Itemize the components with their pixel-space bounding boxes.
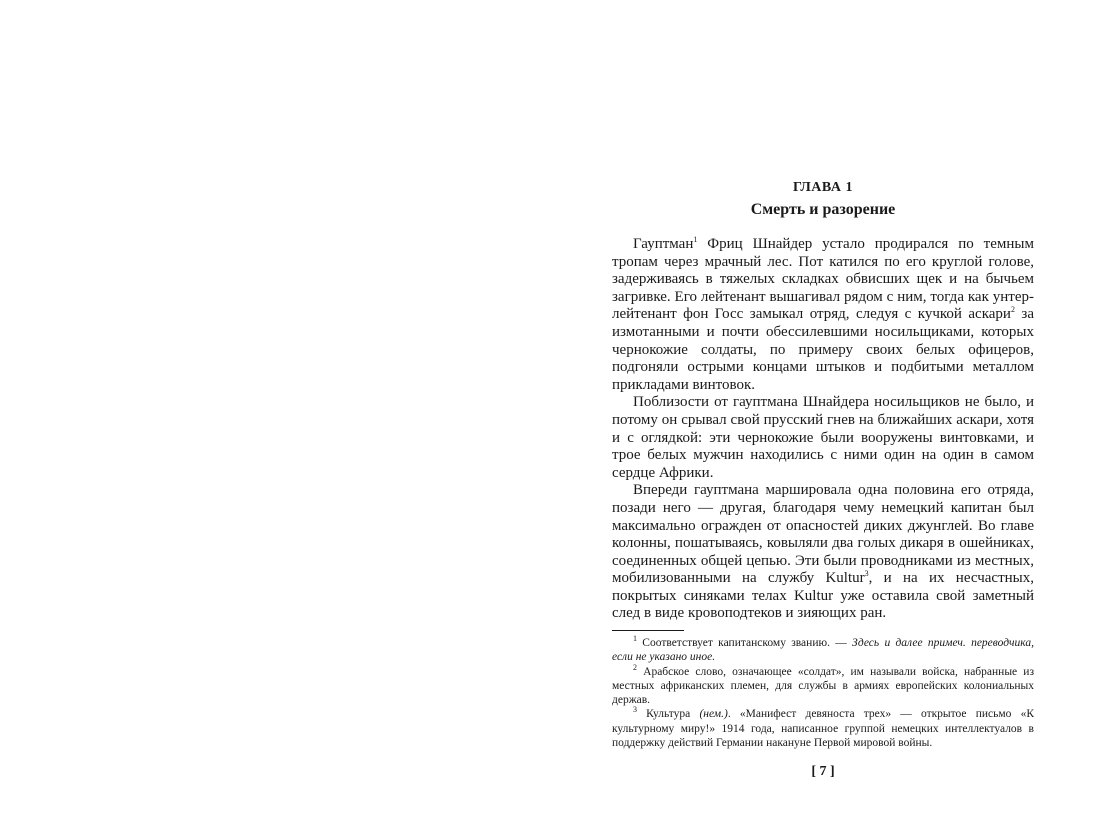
footnote: $^3$ Культура (нем.). «Манифест девяноста трех» — открытое письмо «К культурному миру!» 1914 года, написанное группой немецких интеллектуалов в поддержку действий Германии накануне Первой мировой войны. xyxy=(612,705,1035,750)
italic-text: Здесь и далее примеч. переводчика, если не указано иное. xyxy=(612,637,1034,664)
italic-text: (нем.) xyxy=(699,708,728,721)
right-page xyxy=(612,0,1034,825)
footnote-ref: 1 xyxy=(633,634,637,644)
footnote-ref: 3 xyxy=(633,705,637,715)
footnote: $^2$ Арабское слово, означающее «солдат», им называли войска, набранные из местных африканских племен, для службы в армиях европейских колониальных держав. xyxy=(612,662,1034,707)
footnote-ref: 3 xyxy=(864,569,869,579)
footnote: $^1$ Соответствует капитанскому званию. — Здесь и далее примеч. переводчика, если не указано иное. xyxy=(612,634,1034,664)
body-text xyxy=(612,236,1034,623)
chapter-label: ГЛАВА 1 xyxy=(793,180,853,195)
paragraph: Поблизости от гауптмана Шнайдера носильщиков не было, и потому он срывал свой прусский гнев на ближайших аскари, хотя и с оглядкой: эти чернокожие были вооружены винтовками, и трое белых мужчин находились с ними один на один в самом сердце Африки. xyxy=(612,394,1034,481)
paragraph: Гауптман$^1$ Фриц Шнайдер устало продирался по темным тропам через мрачный лес. Пот катился по его круглой голове, задерживаясь в тяжелых складках обвисших щек и на бычьем загривке. Его лейтенант вышагивал рядом с ним, тогда как унтер-лейтенант фон Госс замыкал отряд, следуя с кучкой аскари$^2$ за измотанными и почти обессилевшими носильщиками, которых чернокожие солдаты, по примеру своих белых офицеров, подгоняли острыми концами штыков и подбитыми металлом прикладами винтовок. xyxy=(612,235,1034,393)
footnote-ref: 2 xyxy=(1010,305,1015,315)
footnote-ref: 2 xyxy=(633,662,637,672)
footnote-divider xyxy=(612,630,684,631)
chapter-title: Смерть и разорение xyxy=(750,201,896,218)
paragraph: Впереди гауптмана маршировала одна половина его отряда, позади него — другая, благодаря чему немецкий капитан был максимально огражден от опасностей диких джунглей. Во главе колонны, пошатываясь, ковыляли два голых дикаря в ошейниках, соединенных общей цепью. Эти были проводниками из местных, мобилизованными на службу Kultur$^3$, и на их несчастных, покрытых синяками телах Kultur уже оставила свой заметный след в виде кровоподтеков и зияющих ран. xyxy=(612,482,1034,622)
footnotes xyxy=(612,636,1034,750)
page-number: [ 7 ] xyxy=(811,764,835,779)
footnote-ref: 1 xyxy=(693,235,698,244)
